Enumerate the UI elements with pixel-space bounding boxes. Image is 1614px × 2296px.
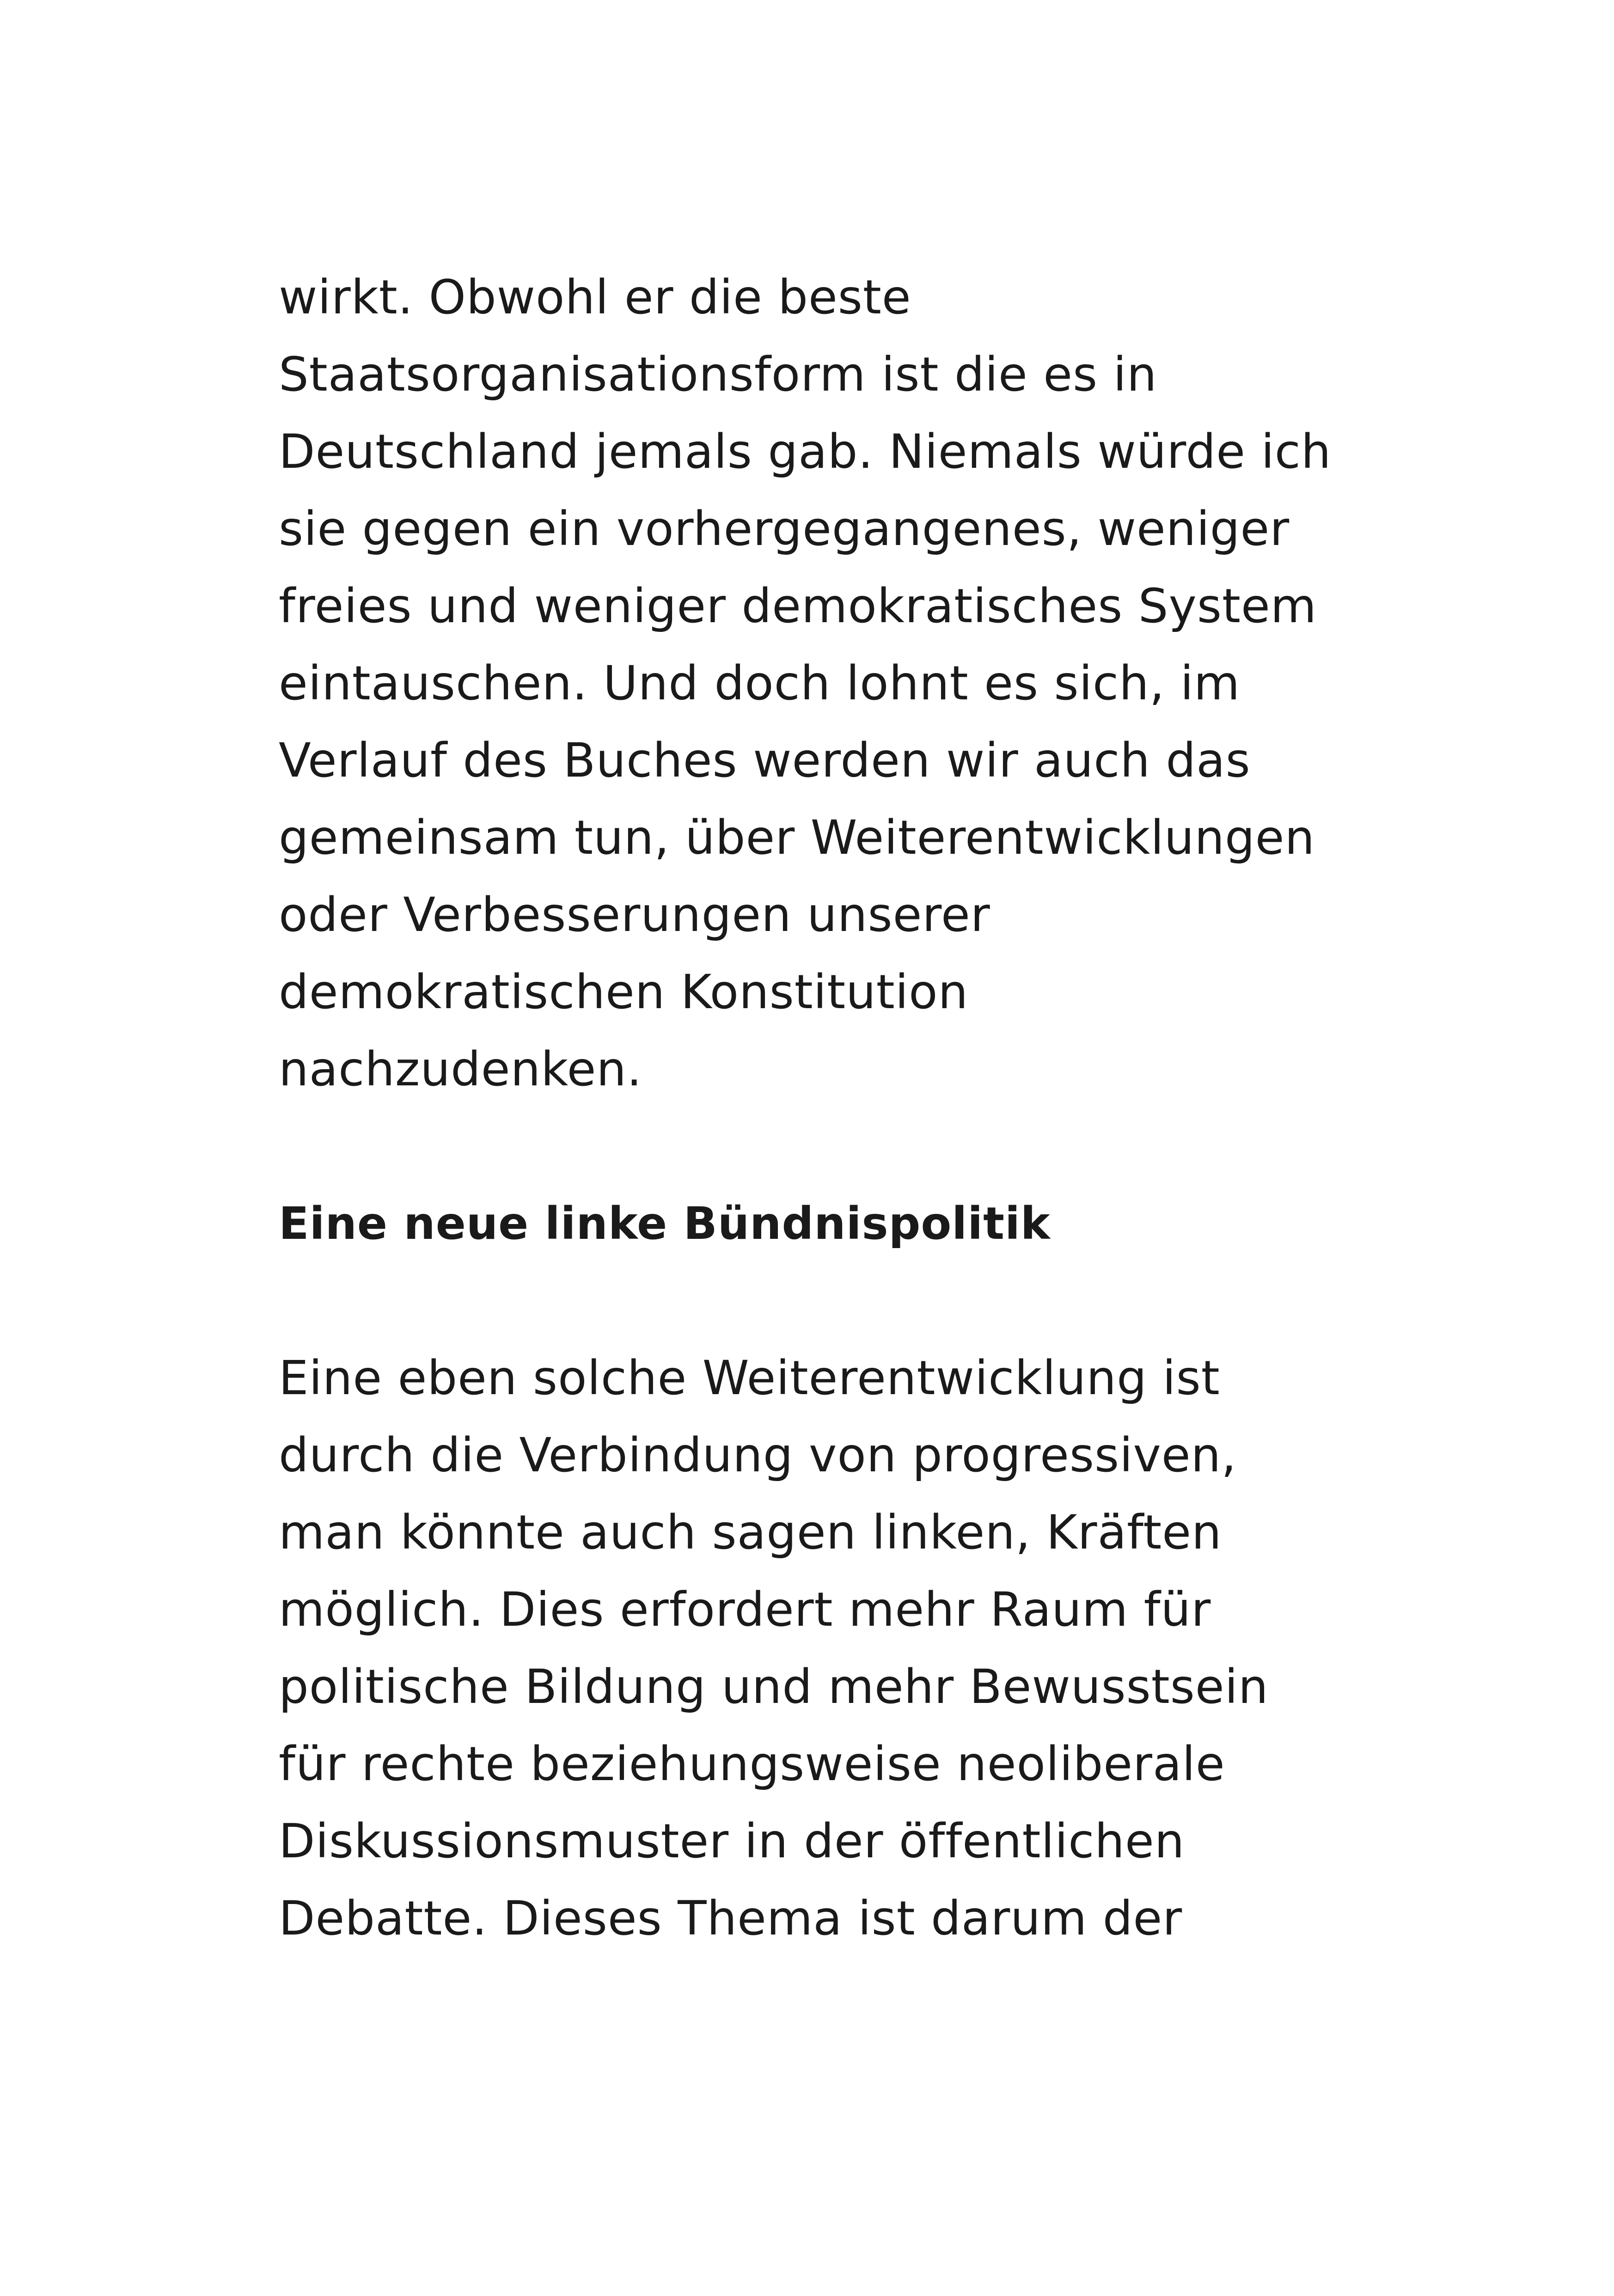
text-line: möglich. Dies erfordert mehr Raum für <box>279 1582 1211 1637</box>
text-line: wirkt. Obwohl er die beste <box>279 270 911 325</box>
text-line: nachzudenken. <box>279 1042 642 1097</box>
text-line: man könnte auch sagen linken, Kräften <box>279 1505 1222 1560</box>
text-line: für rechte beziehungsweise neoliberale <box>279 1737 1225 1792</box>
text-line: freies und weniger demokratisches System <box>279 579 1317 634</box>
text-line: politische Bildung und mehr Bewusstsein <box>279 1659 1269 1714</box>
text-line: Verlauf des Buches werden wir auch das <box>279 733 1251 788</box>
text-line: Diskussionsmuster in der öffentlichen <box>279 1814 1185 1869</box>
text-body <box>279 259 1369 1957</box>
text-line: oder Verbesserungen unserer <box>279 888 990 943</box>
paragraph-spacer <box>279 1108 1369 1185</box>
text-line: Staatsorganisationsform ist die es in <box>279 347 1157 402</box>
text-line: durch die Verbindung von progressiven, <box>279 1428 1237 1483</box>
text-line: Eine eben solche Weiterentwicklung ist <box>279 1351 1220 1406</box>
text-line: demokratischen Konstitution <box>279 965 969 1020</box>
paragraph-1 <box>279 259 1369 1108</box>
paragraph-2 <box>279 1340 1369 1957</box>
text-line: Debatte. Dieses Thema ist darum der <box>279 1891 1183 1946</box>
text-line: eintauschen. Und doch lohnt es sich, im <box>279 656 1241 711</box>
text-line: Deutschland jemals gab. Niemals würde ich <box>279 424 1332 479</box>
text-line: sie gegen ein vorhergegangenes, weniger <box>279 502 1290 557</box>
section-heading: Eine neue linke Bündnispolitik <box>279 1198 1051 1249</box>
text-line: gemeinsam tun, über Weiterentwicklungen <box>279 810 1315 865</box>
paragraph-spacer <box>279 1262 1369 1340</box>
